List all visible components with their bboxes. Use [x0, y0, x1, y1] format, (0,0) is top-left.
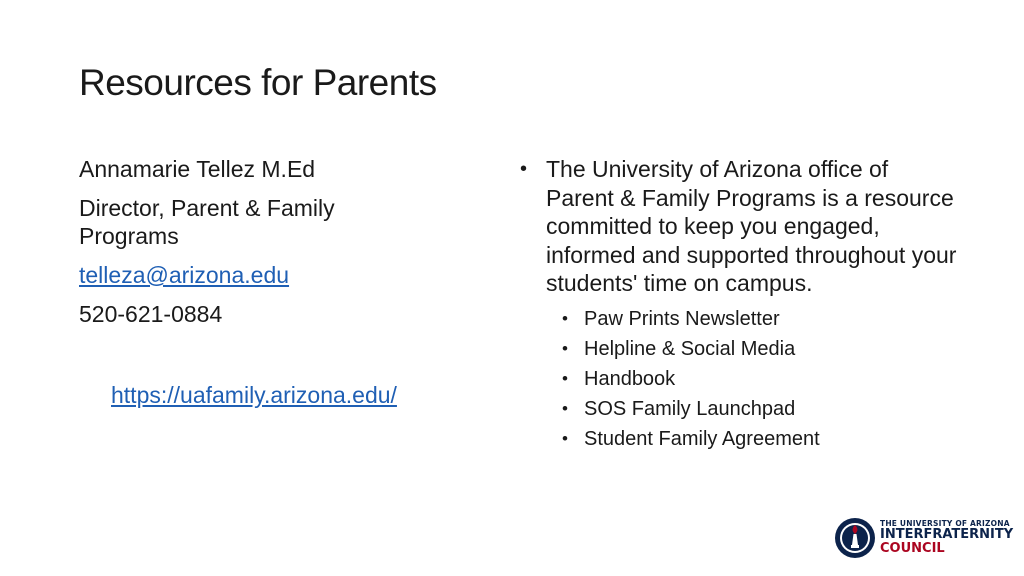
website-link[interactable]: https://uafamily.arizona.edu/: [111, 382, 397, 408]
ifc-logo: [834, 515, 1014, 563]
contact-name: Annamarie Tellez M.Ed: [79, 156, 316, 182]
bullet-icon: •: [520, 158, 528, 180]
info-block: [520, 155, 960, 454]
bullet-icon: •: [562, 308, 568, 328]
list-item: [562, 394, 960, 424]
list-item-label: Handbook: [584, 367, 676, 390]
list-item-label: Student Family Agreement: [584, 427, 820, 450]
logo-text: [880, 519, 1013, 556]
bullet-icon: •: [562, 338, 568, 358]
list-item-label: Paw Prints Newsletter: [584, 307, 780, 330]
list-item: [562, 364, 960, 394]
logo-line-council: COUNCIL: [880, 541, 945, 556]
logo-line-university: THE UNIVERSITY OF ARIZONA: [880, 519, 1010, 528]
contact-email-link[interactable]: telleza@arizona.edu: [79, 262, 290, 288]
list-item: [562, 304, 960, 334]
bullet-icon: •: [562, 398, 568, 418]
list-item-label: Helpline & Social Media: [584, 337, 796, 360]
main-bullet: [520, 155, 960, 298]
main-bullet-text: The University of Arizona office of Parent & Family Programs is a resource committed to keep you engaged, informed and supported throughout your students' time on campus.: [546, 156, 957, 296]
logo-line-ifc: INTERFRATERNITY: [880, 527, 1014, 542]
list-item: [562, 424, 960, 454]
bullet-icon: •: [562, 368, 568, 388]
bullet-icon: •: [562, 428, 568, 448]
contact-block: [79, 155, 409, 339]
list-item-label: SOS Family Launchpad: [584, 397, 796, 420]
sub-bullet-list: [562, 304, 960, 454]
list-item: [562, 334, 960, 364]
torch-seal-icon: [834, 517, 876, 559]
slide-title: Resources for Parents: [79, 62, 437, 103]
contact-role: Director, Parent & Family Programs: [79, 195, 335, 249]
contact-phone: 520-621-0884: [79, 301, 223, 327]
